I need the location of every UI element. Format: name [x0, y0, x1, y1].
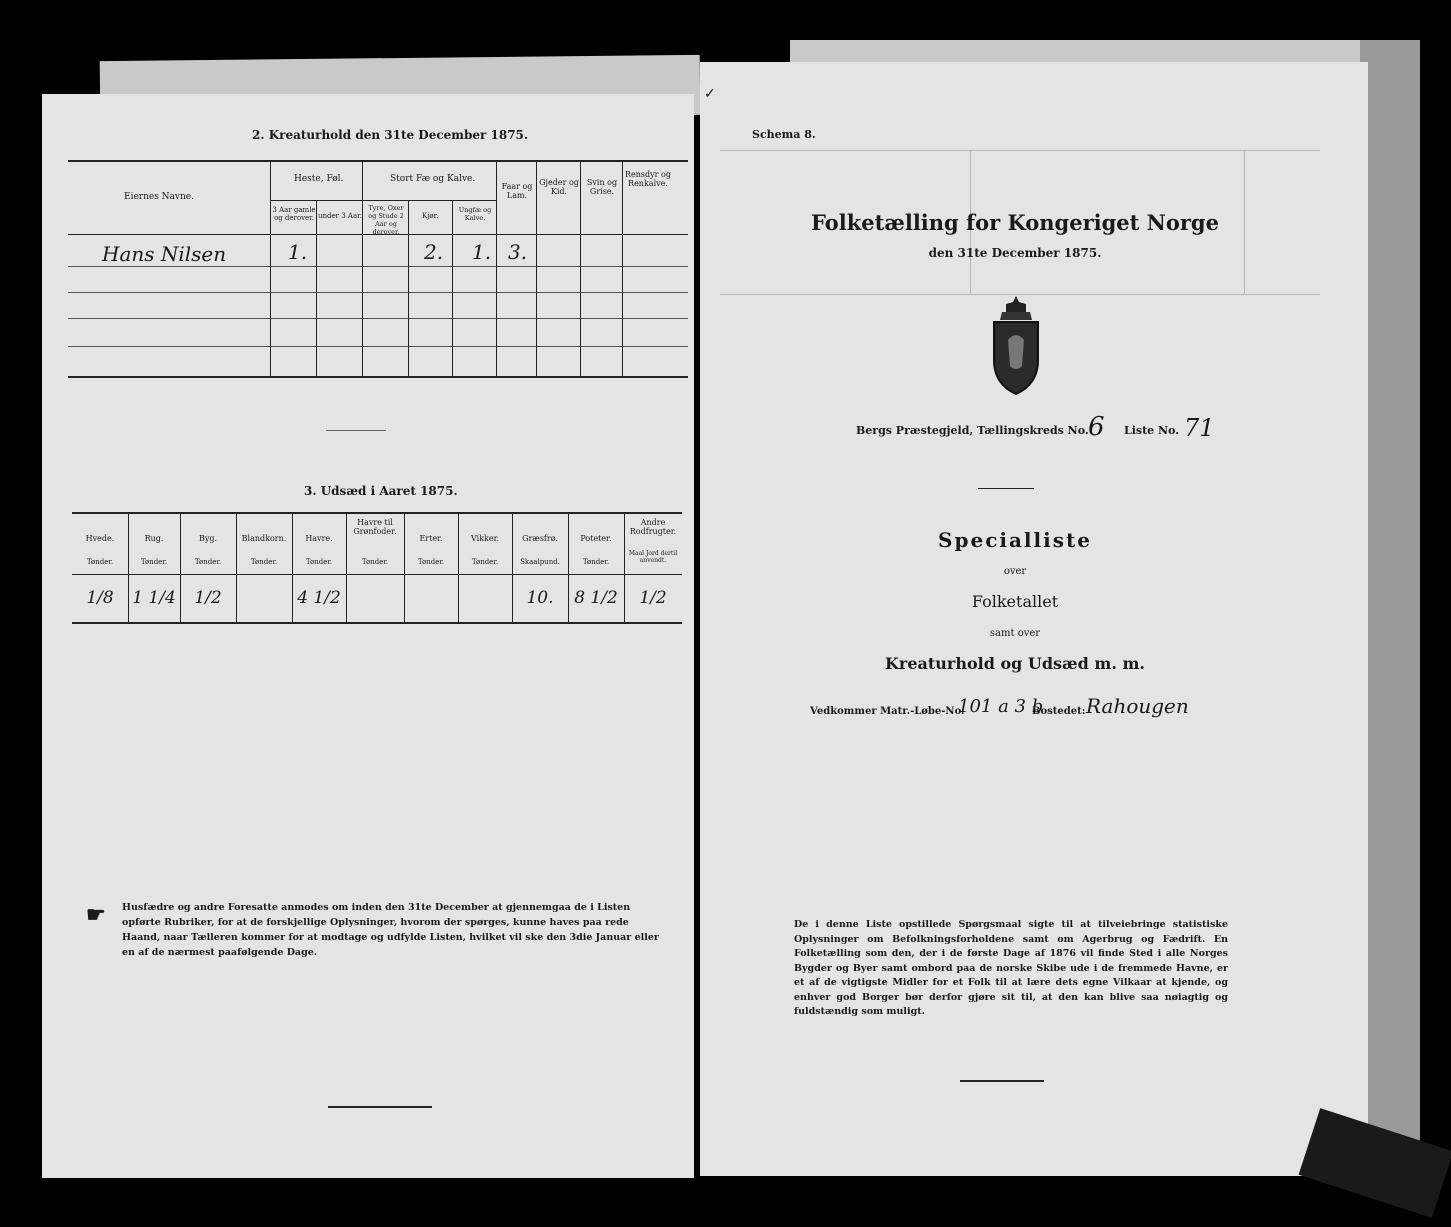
kreaturhold-label: Kreaturhold og Udsæd m. m.	[885, 654, 1145, 673]
owner-header: Eiernes Navne.	[124, 192, 194, 202]
row-rule	[68, 266, 688, 267]
cows-value: 2.	[424, 240, 444, 264]
col-divider	[452, 200, 453, 376]
table-top-rule	[68, 160, 688, 162]
right-page	[700, 62, 1368, 1176]
show-through-rule	[720, 150, 1320, 151]
horses-sub2: under 3 Aar.	[318, 212, 362, 220]
seed-value: 4 1/2	[297, 588, 341, 608]
seed-value: 1/2	[639, 588, 667, 608]
col-divider	[270, 160, 271, 376]
seed-unit: Skaalpund.	[520, 558, 560, 566]
seed-unit: Maal Jord dertil anvendt.	[628, 550, 678, 564]
cattle-sub3: Ungfæ og Kalve.	[458, 206, 492, 222]
seed-header: Hvede.	[85, 534, 115, 543]
seed-unit: Tønder.	[140, 558, 168, 566]
seed-header: Poteter.	[580, 534, 612, 543]
reindeer-header: Rensdyr og Renkalve.	[625, 170, 671, 188]
divider	[978, 488, 1034, 489]
cattle-sub1: Tyre, Oxer og Stude 2 Aar og derover.	[368, 204, 404, 236]
seed-unit: Tønder.	[471, 558, 499, 566]
samt-over-label: samt over	[989, 628, 1041, 639]
row-rule	[68, 318, 688, 319]
seed-col-divider	[404, 512, 405, 622]
young-cattle-value: 1.	[472, 240, 492, 264]
seed-unit: Tønder.	[305, 558, 333, 566]
section3-title: 3. Udsæd i Aaret 1875.	[304, 484, 458, 498]
divider	[960, 1080, 1044, 1082]
special-list-title: Specialliste	[938, 528, 1092, 552]
sheep-value: 3.	[508, 240, 528, 264]
cattle-sub2: Kjør.	[422, 212, 439, 220]
col-divider	[580, 160, 581, 376]
seed-header: Vikker.	[470, 534, 500, 543]
bosted-label: Bostedet:	[1032, 706, 1086, 717]
seed-table-header-rule	[72, 574, 682, 575]
back-sheet-right-edge	[1360, 40, 1420, 1150]
folketallet-label: Folketallet	[971, 592, 1059, 611]
seed-unit: Tønder.	[250, 558, 278, 566]
seed-header: Havre.	[305, 534, 333, 543]
seed-header: Erter.	[419, 534, 443, 543]
seed-table-bottom-rule	[72, 622, 682, 624]
pointing-hand-icon: ☛	[86, 902, 106, 928]
census-subtitle: den 31te December 1875.	[928, 246, 1102, 260]
seed-col-divider	[236, 512, 237, 622]
notice-text: Husfædre og andre Foresatte anmodes om inden den 31te December at gjennemgaa de i Listen opførte Rubriker, for at de forskjellige Oplysninger, hvorom der spørges, kunne haves paa rede Haand, naar Tælleren kommer for at modtage og udfylde Listen, hvilket vil ske den 3die Januar eller en af de nærmest paafølgende Dage.	[122, 902, 659, 958]
list-label: Liste No.	[1124, 424, 1180, 437]
seed-header: Blandkorn.	[241, 534, 287, 543]
seed-unit: Tønder.	[417, 558, 445, 566]
seed-value: 1 1/4	[132, 588, 176, 608]
schema-label: Schema 8.	[752, 128, 816, 141]
section2-title: 2. Kreaturhold den 31te December 1875.	[252, 128, 529, 142]
cattle-group-rule	[362, 200, 496, 201]
over-label: over	[1003, 566, 1027, 577]
seed-unit: Tønder.	[86, 558, 114, 566]
seed-value: 10.	[526, 588, 554, 608]
horses-header: Heste, Føl.	[294, 174, 344, 184]
col-divider	[622, 160, 623, 376]
seed-header: Græsfrø.	[522, 534, 558, 543]
matr-label: Vedkommer Matr.-Løbe-No.	[810, 706, 965, 717]
seed-header: Havre til Grønfoder.	[353, 518, 397, 536]
left-page	[42, 94, 694, 1178]
goats-header: Gjeder og Kid.	[539, 178, 579, 196]
seed-value: 1/2	[194, 588, 222, 608]
norway-coat-of-arms-icon	[988, 294, 1044, 400]
seed-unit: Tønder.	[194, 558, 222, 566]
seed-value: 1/8	[86, 588, 114, 608]
seed-header: Rug.	[144, 534, 164, 543]
owner-name: Hans Nilsen	[102, 242, 227, 266]
district-label: Bergs Præstegjeld, Tællingskreds No.	[856, 424, 1089, 437]
row-rule	[68, 346, 688, 347]
sheep-header: Faar og Lam.	[501, 182, 533, 200]
seed-value: 8 1/2	[574, 588, 618, 608]
col-divider	[496, 160, 497, 376]
divider	[326, 430, 386, 431]
divider	[328, 1106, 432, 1108]
list-number: 71	[1184, 414, 1215, 442]
table-bottom-rule	[68, 376, 688, 378]
col-divider	[536, 160, 537, 376]
district-number: 6	[1088, 412, 1105, 442]
seed-table-top-rule	[72, 512, 682, 514]
seed-col-divider	[458, 512, 459, 622]
bosted-value: Rahougen	[1086, 694, 1189, 718]
footer-text: De i denne Liste opstillede Spørgsmaal sigte til at tilveiebringe statistiske Oplysninger om Befolkningsforholdene samt om Agerbrug og Fædrift. En Folketælling som den, der i de første Dage af 1876 vil finde Sted i alle Norges Bygder og Byer samt ombord paa de norske Skibe ude i de fremmede Havne, er et af de vigtigste Midler for et Folk til at lære dets egne Vilkaar at kjende, og enhver god Borger bør derfor gjøre sit til, at den kan blive saa nøiagtig og fuldstændig som muligt.	[794, 919, 1228, 1017]
col-divider	[362, 160, 363, 376]
matr-number: 101 a 3 b	[958, 696, 1044, 717]
col-divider	[408, 200, 409, 376]
page-corner-mark: ✓	[704, 86, 716, 102]
seed-unit: Tønder.	[582, 558, 610, 566]
cattle-header: Stort Fæ og Kalve.	[390, 174, 476, 184]
col-divider	[316, 200, 317, 376]
horses-3plus-value: 1.	[288, 240, 308, 264]
census-title: Folketælling for Kongeriget Norge	[811, 210, 1219, 235]
horses-sub1: 3 Aar gamle og derover.	[272, 206, 316, 222]
seed-header: Andre Rodfrugter.	[629, 518, 677, 536]
pigs-header: Svin og Grise.	[586, 178, 618, 196]
row-rule	[68, 292, 688, 293]
seed-unit: Tønder.	[361, 558, 389, 566]
seed-header: Byg.	[198, 534, 218, 543]
